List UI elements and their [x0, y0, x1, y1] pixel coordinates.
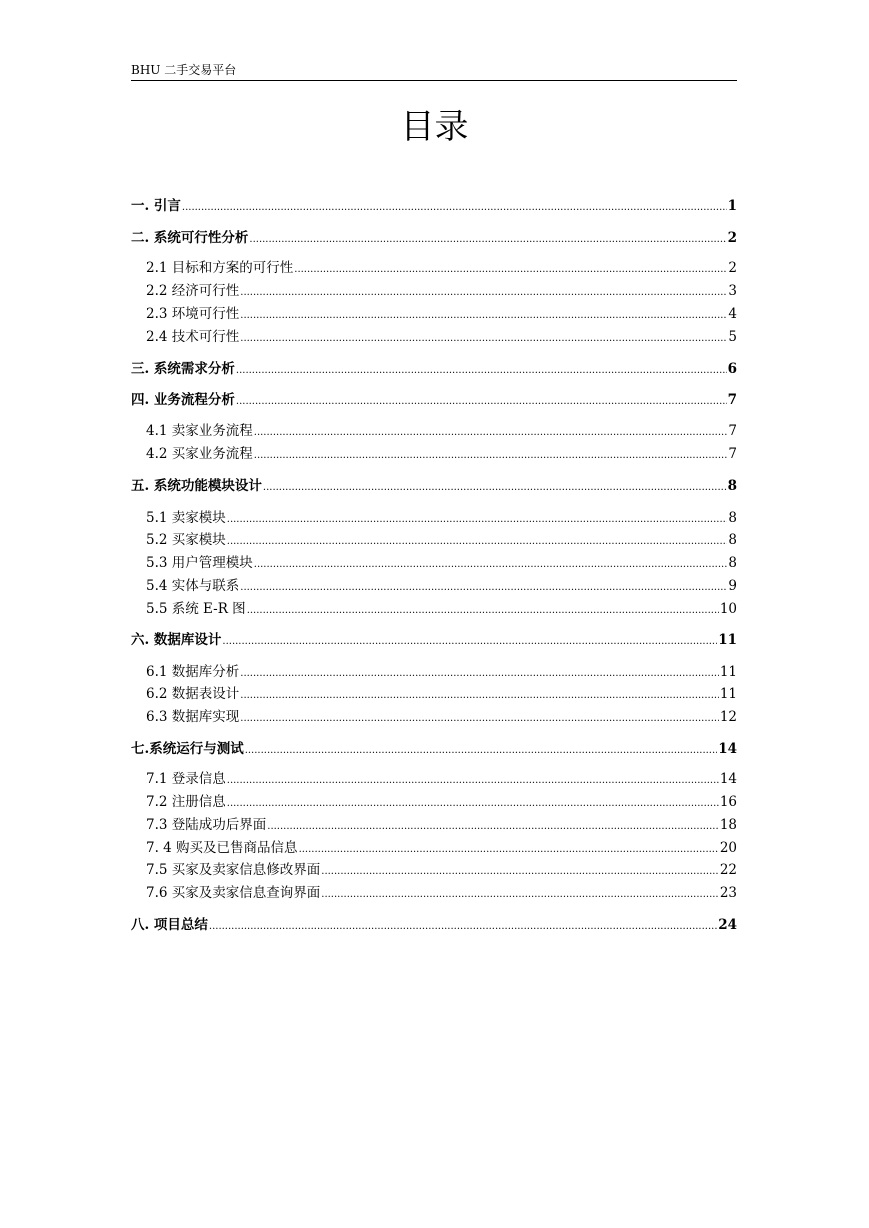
toc-entry[interactable]: [131, 194, 737, 214]
toc-entry-page: 14: [718, 741, 737, 757]
toc-leader-dots: [240, 283, 727, 299]
toc-entry[interactable]: [131, 705, 737, 725]
toc-entry-page: 1: [727, 198, 737, 214]
toc-entry-page: 7: [728, 446, 737, 462]
toc-leader-dots: [240, 578, 727, 594]
toc-entry-page: 8: [728, 510, 737, 526]
toc-entry[interactable]: [131, 325, 737, 345]
toc-leader-dots: [263, 478, 727, 494]
toc-leader-dots: [245, 741, 718, 757]
toc-entry-label: 6.3 数据库实现: [146, 709, 240, 725]
toc-entry[interactable]: [131, 790, 737, 810]
toc-entry-page: 2: [728, 260, 737, 276]
toc-leader-dots: [240, 664, 719, 680]
toc-leader-dots: [227, 794, 719, 810]
toc-leader-dots: [321, 862, 719, 878]
toc-entry[interactable]: [131, 628, 737, 648]
toc-entry[interactable]: [131, 767, 737, 787]
toc-entry[interactable]: [131, 388, 737, 408]
toc-entry[interactable]: [131, 256, 737, 276]
toc-entry-page: 5: [728, 329, 737, 345]
toc-entry[interactable]: [131, 574, 737, 594]
toc-entry[interactable]: [131, 551, 737, 571]
toc-entry-page: 9: [728, 578, 737, 594]
toc-entry[interactable]: [131, 881, 737, 901]
toc-entry[interactable]: [131, 660, 737, 680]
toc-leader-dots: [240, 686, 719, 702]
toc-entry[interactable]: [131, 226, 737, 246]
toc-leader-dots: [254, 446, 728, 462]
toc-entry[interactable]: [131, 913, 737, 933]
toc-entry-label: 7.5 买家及卖家信息修改界面: [146, 862, 321, 878]
toc-entry[interactable]: [131, 357, 737, 377]
toc-entry-label: 5.2 买家模块: [146, 532, 226, 548]
header-rule: [131, 80, 737, 81]
toc-entry-label: 2.2 经济可行性: [146, 283, 240, 299]
toc-entry-label: 6.2 数据表设计: [146, 686, 240, 702]
toc-entry[interactable]: [131, 858, 737, 878]
toc-entry-page: 11: [718, 632, 737, 648]
toc-entry-page: 18: [719, 817, 737, 833]
toc-entry[interactable]: [131, 302, 737, 322]
toc-entry[interactable]: [131, 528, 737, 548]
toc-entry[interactable]: [131, 597, 737, 617]
toc-entry-label: 三. 系统需求分析: [131, 361, 235, 377]
toc-entry-label: 二. 系统可行性分析: [131, 230, 249, 246]
toc-leader-dots: [249, 230, 726, 246]
toc-entry-label: 2.1 目标和方案的可行性: [146, 260, 294, 276]
toc-leader-dots: [321, 885, 719, 901]
toc-entry-label: 7.2 注册信息: [146, 794, 226, 810]
toc-entry-label: 5.4 实体与联系: [146, 578, 240, 594]
toc-entry-label: 四. 业务流程分析: [131, 392, 235, 408]
toc-entry[interactable]: [131, 506, 737, 526]
toc-entry-label: 五. 系统功能模块设计: [131, 478, 262, 494]
toc-entry-label: 5.1 卖家模块: [146, 510, 226, 526]
toc-entry[interactable]: [131, 474, 737, 494]
toc-entry-page: 23: [719, 885, 737, 901]
toc-entry[interactable]: [131, 682, 737, 702]
toc-leader-dots: [299, 840, 719, 856]
toc-entry-label: 7.6 买家及卖家信息查询界面: [146, 885, 321, 901]
toc-entry-label: 7.1 登录信息: [146, 771, 226, 787]
toc-entry-page: 12: [719, 709, 737, 725]
toc-entry[interactable]: [131, 813, 737, 833]
toc-entry[interactable]: [131, 419, 737, 439]
toc-leader-dots: [267, 817, 719, 833]
toc-entry-label: 七.系统运行与测试: [131, 741, 244, 757]
toc-leader-dots: [236, 392, 727, 408]
toc-entry-page: 20: [719, 840, 737, 856]
toc-entry-label: 2.4 技术可行性: [146, 329, 240, 345]
toc-entry-label: 一. 引言: [131, 198, 181, 214]
toc-leader-dots: [247, 601, 719, 617]
toc-entry-label: 4.1 卖家业务流程: [146, 423, 253, 439]
toc-leader-dots: [222, 632, 717, 648]
toc-leader-dots: [227, 771, 719, 787]
toc-entry-page: 11: [719, 664, 737, 680]
toc-leader-dots: [182, 198, 727, 214]
toc-leader-dots: [227, 510, 728, 526]
toc-entry-page: 7: [728, 423, 737, 439]
toc-entry-label: 5.3 用户管理模块: [146, 555, 253, 571]
toc-leader-dots: [240, 709, 719, 725]
toc-entry[interactable]: [131, 442, 737, 462]
toc-entry-page: 6: [727, 361, 737, 377]
page-title: 目录: [400, 107, 469, 147]
toc-entry-page: 22: [719, 862, 737, 878]
toc-entry-label: 六. 数据库设计: [131, 632, 222, 648]
toc-entry-page: 14: [719, 771, 737, 787]
toc-entry-label: 5.5 系统 E-R 图: [146, 601, 246, 617]
toc-leader-dots: [254, 555, 728, 571]
toc-entry[interactable]: [131, 737, 737, 757]
toc-leader-dots: [294, 260, 727, 276]
toc-leader-dots: [227, 532, 728, 548]
toc-entry-label: 4.2 买家业务流程: [146, 446, 253, 462]
toc-entry-page: 11: [719, 686, 737, 702]
toc-entry-page: 24: [718, 917, 737, 933]
toc-entry-page: 8: [728, 532, 737, 548]
toc-entry-label: 八. 项目总结: [131, 917, 208, 933]
toc-leader-dots: [236, 361, 727, 377]
toc-entry[interactable]: [131, 836, 737, 856]
toc-entry-page: 8: [727, 478, 737, 494]
toc-entry-label: 6.1 数据库分析: [146, 664, 240, 680]
toc-entry-label: 7. 4 购买及已售商品信息: [146, 840, 298, 856]
toc-leader-dots: [209, 917, 717, 933]
toc-entry-label: 2.3 环境可行性: [146, 306, 240, 322]
toc-leader-dots: [254, 423, 728, 439]
toc-entry-page: 2: [727, 230, 737, 246]
toc-entry-page: 3: [728, 283, 737, 299]
toc-leader-dots: [240, 329, 727, 345]
toc-entry-label: 7.3 登陆成功后界面: [146, 817, 267, 833]
toc-entry-page: 10: [719, 601, 737, 617]
toc-entry-page: 4: [728, 306, 737, 322]
toc-entry-page: 16: [719, 794, 737, 810]
toc-entry-page: 7: [727, 392, 737, 408]
page-header: BHU 二手交易平台: [131, 63, 237, 77]
toc-entry[interactable]: [131, 279, 737, 299]
toc-leader-dots: [240, 306, 727, 322]
toc-entry-page: 8: [728, 555, 737, 571]
